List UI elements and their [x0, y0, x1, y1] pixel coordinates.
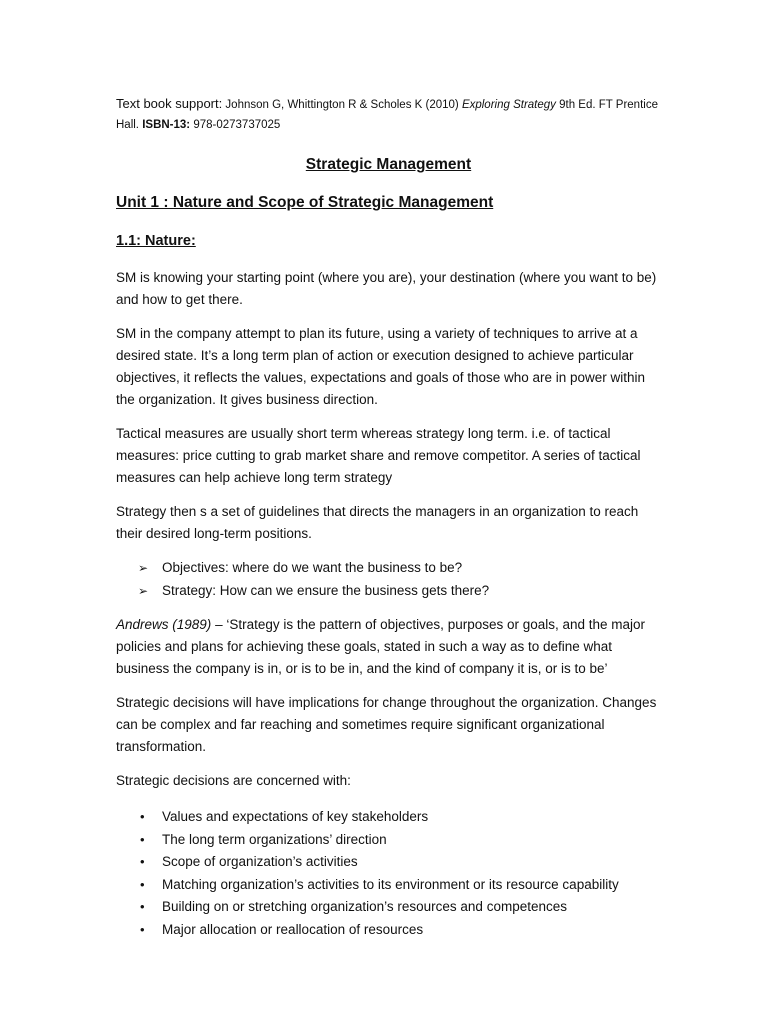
andrews-quote [116, 614, 661, 680]
paragraph-5: Strategic decisions will have implications for change throughout the organization. Changes can be complex and far reaching and sometimes require significant organizational transformation. [116, 695, 657, 754]
paragraph-2: SM in the company attempt to plan its future, using a variety of techniques to arrive at a desired state. It’s a long term plan of action or execution designed to achieve particular objectives, it reflects the values, expectations and goals of those who are in power within the organization. It gives business direction. [116, 326, 646, 407]
bullet-list-item [116, 874, 661, 897]
quote-author: Andrews (1989) [116, 617, 212, 632]
bullet-icon: • [140, 809, 145, 824]
bullet-list [116, 806, 661, 941]
support-authors: Johnson G, Whittington R & Scholes K (2010) [222, 99, 462, 111]
bullet-icon: • [140, 921, 145, 937]
paragraph-1: SM is knowing your starting point (where you are), your destination (where you want to be) and how to get there. [116, 270, 657, 307]
section-heading: 1.1: Nature: [116, 233, 196, 249]
textbook-support-line [116, 94, 661, 135]
bullet-icon: • [140, 831, 145, 847]
bullet-icon: • [140, 876, 145, 892]
bullet-list-item [116, 851, 661, 874]
bullet-list-item [116, 829, 661, 852]
support-isbn-label: ISBN-13: [142, 119, 191, 131]
bullet-item-text: Major allocation or reallocation of resources [162, 921, 424, 937]
document-title: Strategic Management [305, 156, 472, 173]
unit-heading: Unit 1 : Nature and Scope of Strategic Management [116, 194, 494, 211]
bullet-list-item [116, 806, 661, 829]
arrow-bullet-icon: ➢ [138, 583, 149, 598]
support-lead: Text book support: [116, 96, 223, 111]
support-edition: 9th Ed. FT Prentice Hall. [116, 99, 658, 131]
arrow-item-text: Strategy: How can we ensure the business gets there? [162, 582, 490, 598]
arrow-list-item [116, 580, 661, 603]
arrow-list-item [116, 557, 661, 580]
bullet-item-text: Scope of organization’s activities [162, 854, 358, 869]
bullet-item-text: Matching organization’s activities to its environment or its resource capability [162, 876, 619, 892]
arrow-bullet-icon: ➢ [138, 561, 149, 575]
document-content [116, 94, 661, 941]
bullet-icon: • [140, 899, 145, 914]
quote-text: – ‘Strategy is the pattern of objectives, purposes or goals, and the major policies and plans for achieving these goals, stated in such a way as to define what business the company is in, or is to be in, and the kind of company it is, or is to be’ [116, 617, 646, 676]
support-isbn-value: 978-0273737025 [190, 119, 281, 131]
bullet-list-item [116, 896, 661, 919]
arrow-item-text: Objectives: where do we want the business to be? [162, 560, 463, 575]
bullet-icon: • [140, 854, 145, 869]
bullet-item-text: The long term organizations’ direction [162, 831, 387, 847]
bullet-item-text: Values and expectations of key stakeholders [162, 809, 429, 824]
bullet-item-text: Building on or stretching organization’s resources and competences [162, 899, 567, 914]
paragraph-4: Strategy then s a set of guidelines that directs the managers in an organization to reach their desired long-term positions. [116, 504, 639, 541]
bullet-list-item [116, 919, 661, 942]
paragraph-6: Strategic decisions are concerned with: [116, 773, 351, 788]
arrow-list [116, 557, 661, 602]
support-book-title: Exploring Strategy [461, 99, 556, 111]
paragraph-3: Tactical measures are usually short term whereas strategy long term. i.e. of tactical measures: price cutting to grab market share and remove competitor. A series of tactical measures can help achieve long term strategy [116, 426, 641, 485]
